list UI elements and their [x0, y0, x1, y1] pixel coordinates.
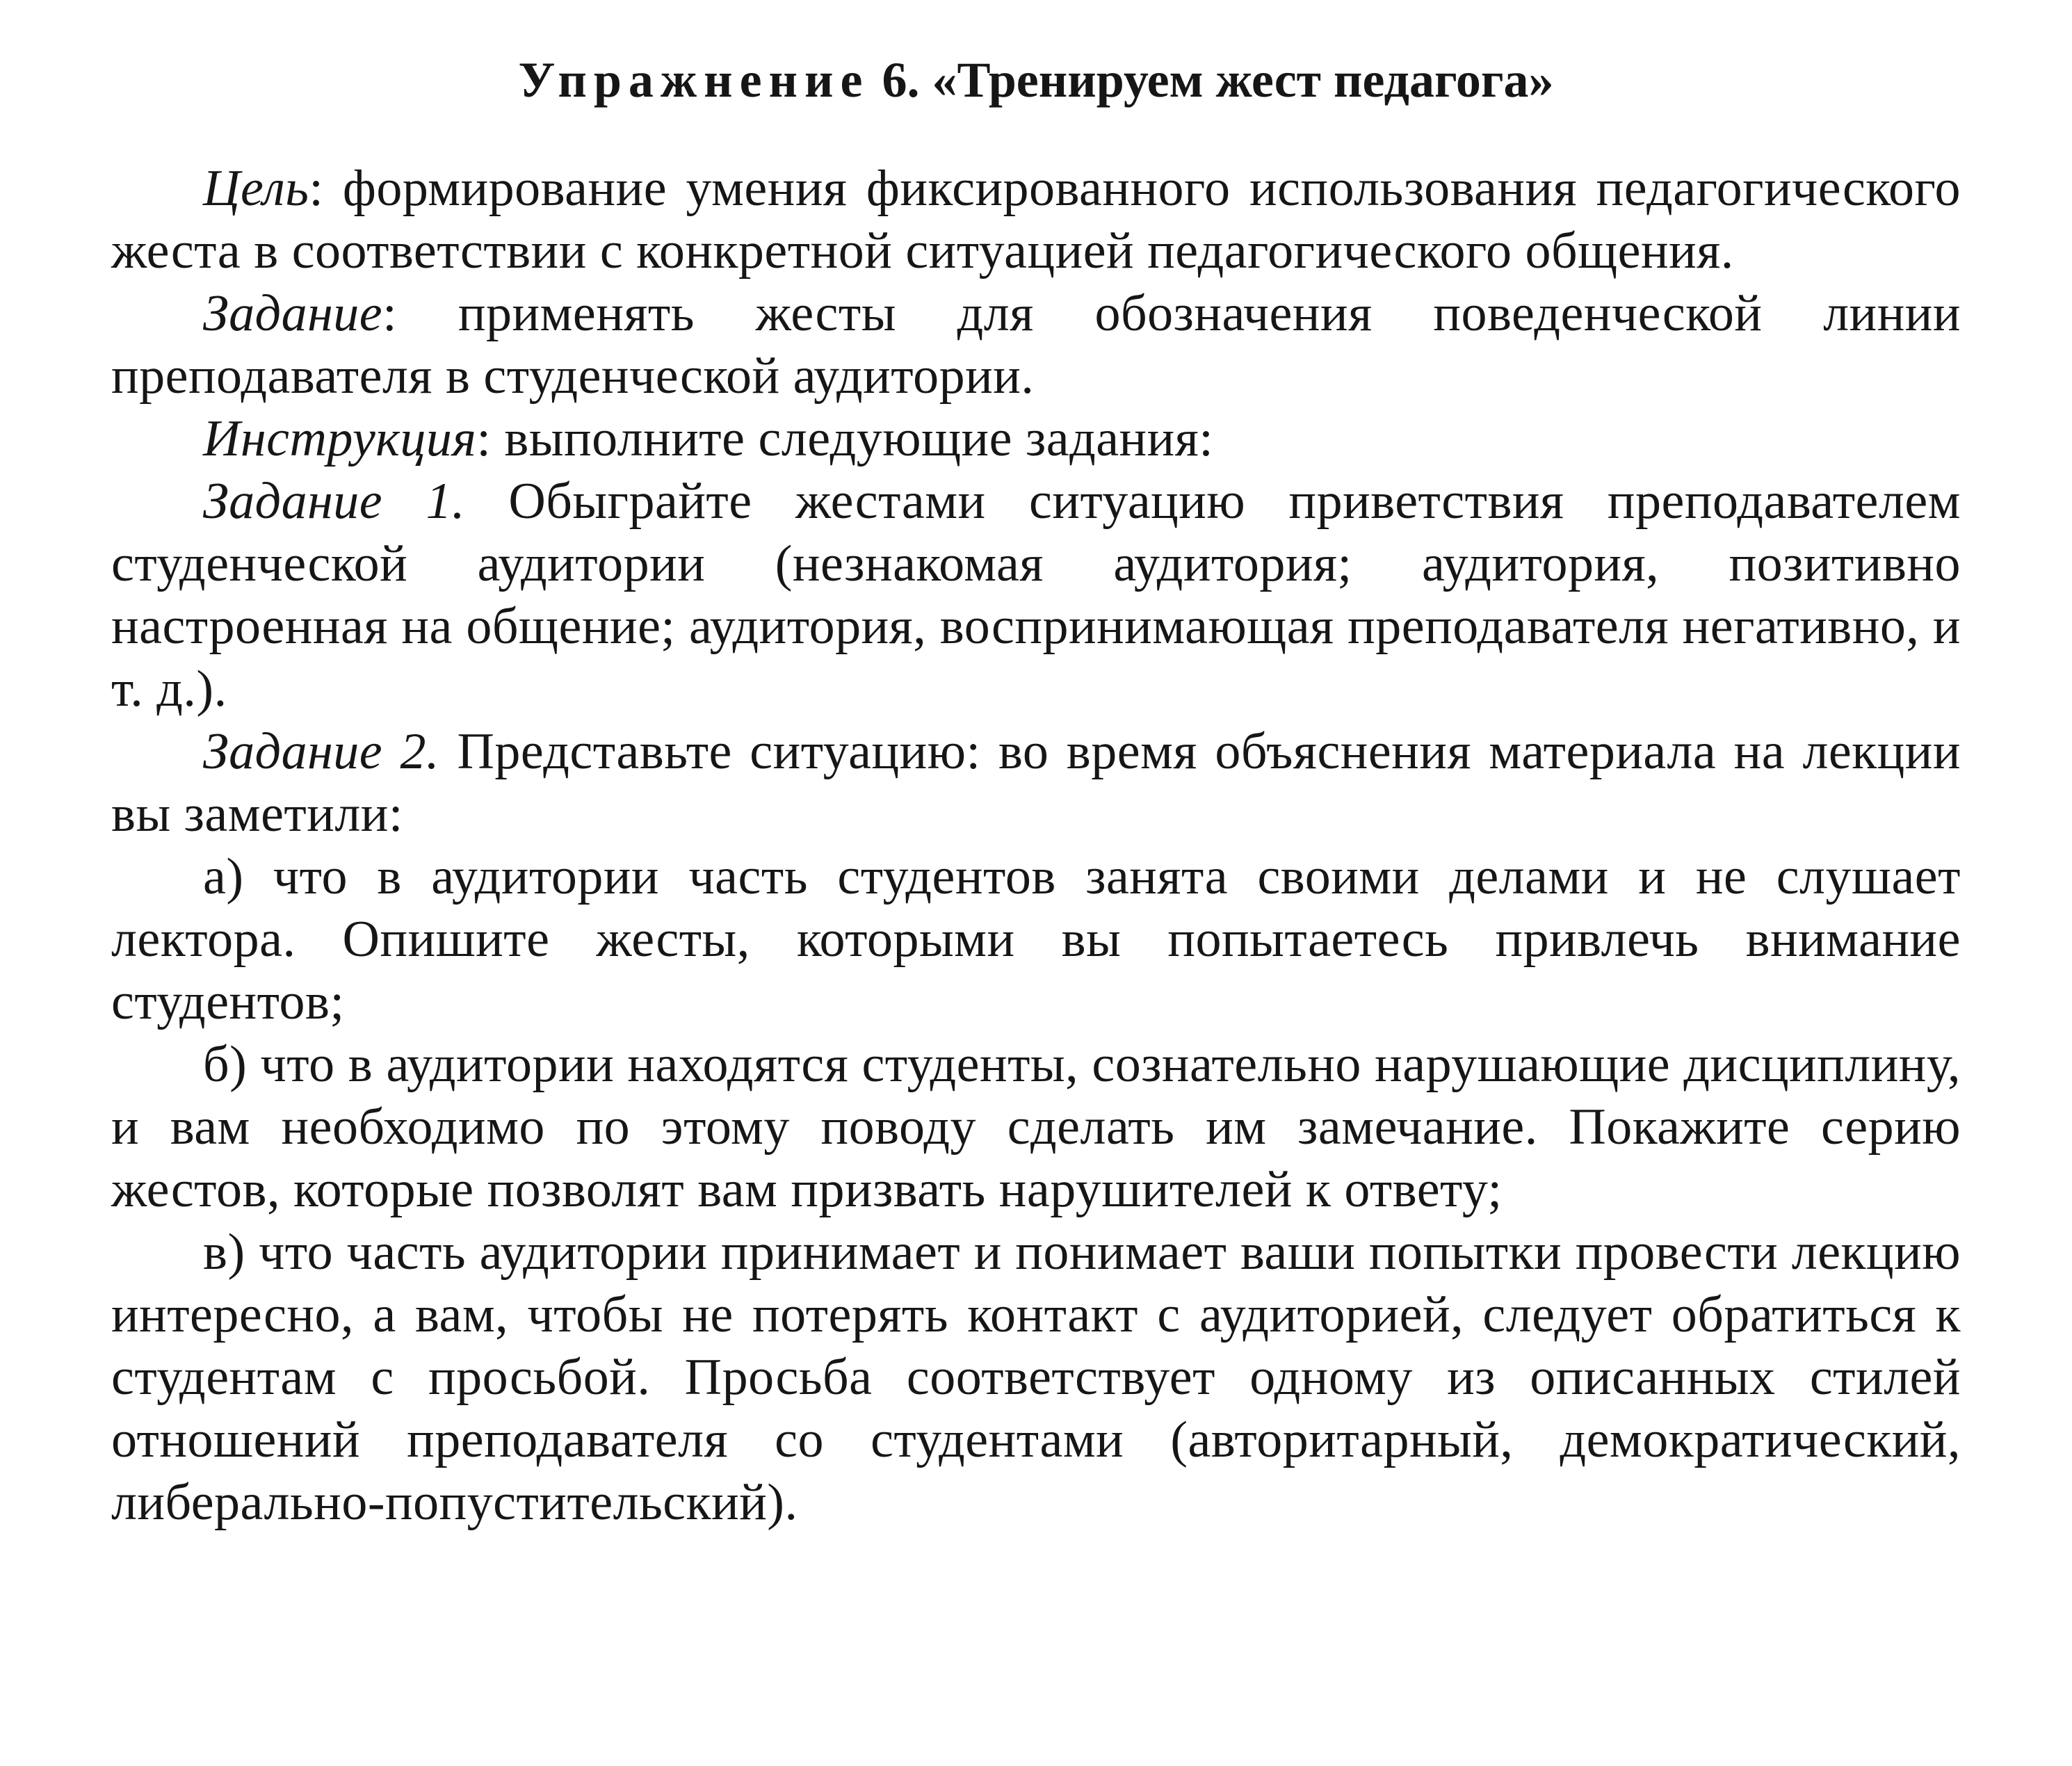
- paragraph-label: Задание: [203, 285, 383, 342]
- paragraph-task-1: [111, 470, 1961, 720]
- paragraph-item-b: [111, 1033, 1961, 1221]
- paragraph-text: : формирование умения фиксированного использования педагогического жеста в соответствии с конкретной ситуацией педагогического общения.: [111, 160, 1961, 280]
- paragraph-text: б) что в аудитории находятся студенты, сознательно нарушающие дисциплину, и вам необходимо по этому поводу сделать им замечание. Покажите серию жестов, которые позволят вам призвать нарушителей к ответу;: [111, 1036, 1961, 1218]
- paragraph-item-a: [111, 845, 1961, 1033]
- paragraph-text: а) что в аудитории часть студентов занята своими делами и не слушает лектора. Опишите жесты, которыми вы попытаетесь привлечь внимание студентов;: [111, 848, 1961, 1030]
- paragraph-goal: [111, 157, 1961, 282]
- paragraph-text: Обыграйте жестами ситуацию приветствия преподавателем студенческой аудитории (незнакомая аудитория; аудитория, позитивно настроенная на общение; аудитория, воспринимающая преподавателя негативно, и т. д.).: [111, 473, 1961, 718]
- paragraph-label: Инструкция: [203, 410, 477, 467]
- exercise-title-lead: Упражнение: [518, 52, 870, 108]
- paragraph-text: в) что часть аудитории принимает и понимает ваши попытки провести лекцию интересно, а вам, чтобы не потерять контакт с аудиторией, следует обратиться к студентам с просьбой. Просьба соответствует одному из описанных стилей отношений преподавателя со студентами (авторитарный, демократический, либерально-попустительский).: [111, 1224, 1961, 1531]
- exercise-title: [111, 49, 1961, 111]
- paragraph-text: Представьте ситуацию: во время объяснения материала на лекции вы заметили:: [111, 723, 1961, 843]
- paragraph-text: : выполните следующие задания:: [476, 410, 1214, 467]
- paragraph-instruction: [111, 407, 1961, 470]
- document-page: [111, 49, 1961, 1534]
- paragraph-text: : применять жесты для обозначения поведенческой линии преподавателя в студенческой аудитории.: [111, 285, 1961, 405]
- paragraph-task-2: [111, 720, 1961, 845]
- exercise-title-rest: 6. «Тренируем жест педагога»: [869, 52, 1554, 108]
- paragraph-label: Задание 1.: [203, 473, 465, 530]
- paragraph-label: Задание 2.: [203, 723, 440, 780]
- paragraph-label: Цель: [203, 160, 309, 217]
- paragraph-task: [111, 282, 1961, 407]
- paragraph-item-c: [111, 1221, 1961, 1534]
